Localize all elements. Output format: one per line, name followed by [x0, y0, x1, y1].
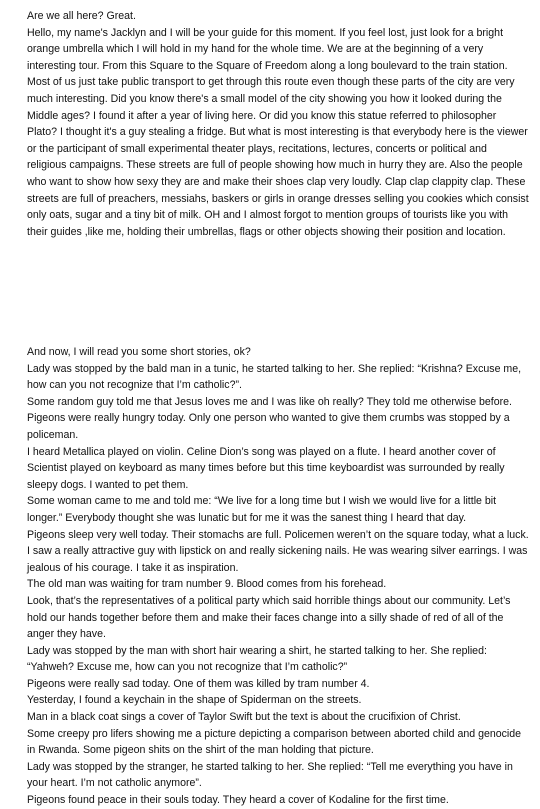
story-paragraph: Some creepy pro lifers showing me a picture depicting a comparison between aborted child and genocide in Rwanda. Some pigeon shits on the shirt of the man holding that picture.: [27, 727, 522, 757]
story-paragraph: Pigeons were really hungry today. Only one person who wanted to give them crumbs was stopped by a policeman.: [27, 412, 510, 441]
story-paragraph: I heard Metallica played on violin. Celine Dion’s song was played on a flute. I heard another cover of Scientist played on keyboard as many times before but this time keyboardist was surrounded by really sleepy dogs. I wanted to pet them.: [27, 445, 505, 491]
story-paragraph: Lady was stopped by the bald man in a tunic, he started talking to her. She replied: “Krishna? Excuse me, how can you not recognize that I’m catholic?”.: [27, 362, 522, 392]
story-paragraph: Pigeons were really sad today. One of them was killed by tram number 4.: [27, 677, 370, 690]
story-paragraph: Pigeons found peace in their souls today. They heard a cover of Kodaline for the first time.: [27, 794, 449, 807]
stories-section: [27, 344, 529, 809]
intro-section: [27, 8, 529, 240]
story-paragraph: Some woman came to me and told me: “We live for a long time but I wish we would live for a little bit longer.” Everybody thought she was lunatic but for me it was the sanest thing I heard that day.: [27, 495, 497, 524]
story-paragraph: The old man was waiting for tram number 9. Blood comes from his forehead.: [27, 578, 387, 591]
story-paragraph: Lady was stopped by the stranger, he started talking to her. She replied: “Tell me everything you have in your heart. I’m not catholic anymore”.: [27, 760, 513, 790]
story-paragraph: I saw a really attractive guy with lipstick on and really sickening nails. He was wearing silver earrings. I was jealous of his courage. I take it as inspiration.: [27, 545, 528, 574]
story-paragraph: Yesterday, I found a keychain in the shape of Spiderman on the streets.: [27, 694, 362, 707]
intro-greeting: Are we all here? Great.: [27, 10, 136, 22]
intro-paragraph: Hello, my name's Jacklyn and I will be your guide for this moment. If you feel lost, just look for a bright orange umbrella which I will hold in my hand for the whole time. We are at the beginning of a very interesting tour. From this Square to the Square of Freedom along a long boulevard to the train station. Most of us just take public transport to get through this route even though these parts of the city are very much interesting. Did you know there's a small model of the city showing you how it looked during the Middle ages? I found it after a year of living here. Or did you know this statue referred to philosopher Plato? I thought it's a guy stealing a fridge. But what is most interesting is that everybody here is the viewer or the participant of small experimental theater plays, recitations, lectures, concerts or political and religious campaigns. These streets are full of people showing how much in hurry they are. Also the people who want to show how sexy they are and make their shoes clap very loudly. Clap clap clappity clap. These streets are full of preachers, messiahs, baskers or girls in orange dresses selling you cookies which consist only oats, sugar and a tiny bit of milk. OH and I almost forgot to mention groups of tourists like you with their guides ,like me, holding their umbrellas, flags or other objects showing their position and location.: [27, 26, 529, 238]
story-paragraph: Lady was stopped by the man with short hair wearing a shirt, he started talking to her. She replied: “Yahweh? Excuse me, how can you not recognize that I’m catholic?”: [27, 644, 487, 674]
story-paragraph: Man in a black coat sings a cover of Taylor Swift but the text is about the crucifixion of Christ.: [27, 711, 461, 724]
story-paragraph: Some random guy told me that Jesus loves me and I was like oh really? They told me otherwise before.: [27, 395, 513, 408]
story-paragraph: Pigeons sleep very well today. Their stomachs are full. Policemen weren’t on the square today, what a luck.: [27, 528, 529, 541]
stories-intro: And now, I will read you some short stories, ok?: [27, 346, 251, 358]
story-paragraph: Look, that’s the representatives of a political party which said horrible things about our community. Let’s hold our hands together before them and make their faces change into a silly shade of red of all of the anger they have.: [27, 594, 511, 641]
